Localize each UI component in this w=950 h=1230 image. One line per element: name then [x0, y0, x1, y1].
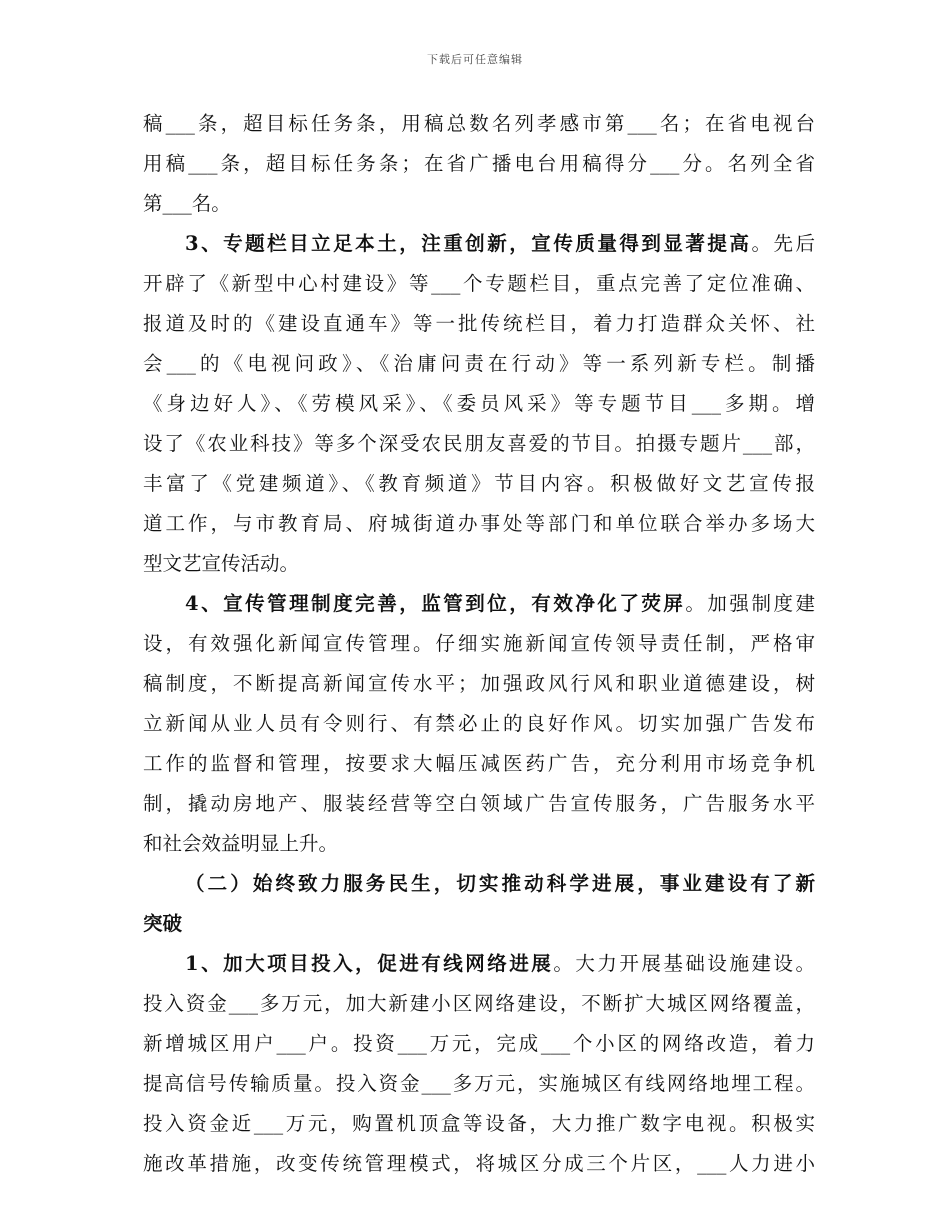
text-line [143, 984, 815, 1024]
body-text: 投入资金近___万元，购置机顶盒等设备，大力推广数字电视。积极实 [143, 1112, 815, 1135]
text-line [143, 704, 815, 744]
body-text: 第___名。 [143, 192, 231, 215]
body-text: 型文艺宣传活动。 [143, 552, 300, 575]
text-line [143, 664, 815, 704]
body-text: 施改革措施，改变传统管理模式，将城区分成三个片区，___人力进小 [143, 1152, 815, 1175]
page-header: 下载后可任意编辑 [427, 53, 523, 66]
body-text: 立新闻从业人员有令则行、有禁必止的良好作风。切实加强广告发布 [143, 712, 815, 735]
text-line [143, 144, 815, 184]
heading-text: 4、宣传管理制度完善，监管到位，有效净化了荧屏 [185, 592, 686, 615]
text-line [143, 784, 815, 824]
body-text: 道工作，与市教育局、府城街道办事处等部门和单位联合举办多场大 [143, 512, 815, 535]
body-text: 稿___条，超目标任务条，用稿总数名列孝感市第___名；在省电视台 [143, 112, 815, 135]
body-text: 丰富了《党建频道》、《教育频道》节目内容。积极做好文艺宣传报 [143, 472, 815, 495]
text-line [143, 864, 815, 904]
body-text: 报道及时的《建设直通车》等一批传统栏目，着力打造群众关怀、社 [143, 312, 815, 335]
text-line [143, 464, 815, 504]
text-line [143, 1144, 815, 1184]
body-text: 设了《农业科技》等多个深受农民朋友喜爱的节目。拍摄专题片___部， [143, 432, 815, 455]
text-line [143, 184, 815, 224]
body-text: 设，有效强化新闻宣传管理。仔细实施新闻宣传领导责任制，严格审 [143, 632, 815, 655]
body-text: 用稿___条，超目标任务条；在省广播电台用稿得分___分。名列全省 [143, 152, 815, 175]
body-text: 制，撬动房地产、服装经营等空白领域广告宣传服务，广告服务水平 [143, 792, 815, 815]
text-line [143, 544, 815, 584]
text-line [143, 584, 815, 624]
text-line [143, 904, 815, 944]
body-text: 和社会效益明显上升。 [143, 832, 339, 855]
body-text: 《身边好人》、《劳模风采》、《委员风采》等专题节目___多期。增 [143, 392, 815, 415]
heading-text: 1、加大项目投入，促进有线网络进展 [185, 952, 554, 975]
body-text: 工作的监督和管理，按要求大幅压减医药广告，充分利用市场竞争机 [143, 752, 815, 775]
body-text: 新增城区用户___户。投资___万元，完成___个小区的网络改造，着力 [143, 1032, 815, 1055]
text-line [143, 744, 815, 784]
text-line [143, 1064, 815, 1104]
text-line [143, 384, 815, 424]
text-line [143, 424, 815, 464]
document-body [143, 104, 815, 1184]
heading-text: 3、专题栏目立足本土，注重创新，宣传质量得到显著提高 [185, 232, 752, 255]
body-text: 会___的《电视问政》、《治庸问责在行动》等一系列新专栏。制播 [143, 352, 815, 375]
text-line [143, 1104, 815, 1144]
text-line [143, 944, 815, 984]
text-line [143, 304, 815, 344]
body-text: 。加强制度建 [685, 592, 815, 615]
text-line [143, 264, 815, 304]
heading-text: （二）始终致力服务民生，切实推动科学进展，事业建设有了新 [185, 872, 815, 895]
heading-text: 突破 [143, 912, 183, 935]
body-text: 稿制度，不断提高新闻宣传水平；加强政风行风和职业道德建设，树 [143, 672, 815, 695]
body-text: 提高信号传输质量。投入资金___多万元，实施城区有线网络地埋工程。 [143, 1072, 815, 1095]
body-text: 投入资金___多万元，加大新建小区网络建设，不断扩大城区网络覆盖， [143, 992, 815, 1015]
text-line [143, 504, 815, 544]
text-line [143, 224, 815, 264]
body-text: 。先后 [751, 232, 815, 255]
body-text: 开辟了《新型中心村建设》等___个专题栏目，重点完善了定位准确、 [143, 272, 815, 295]
text-line [143, 1024, 815, 1064]
text-line [143, 104, 815, 144]
text-line [143, 824, 815, 864]
text-line [143, 624, 815, 664]
text-line [143, 344, 815, 384]
body-text: 。大力开展基础设施建设。 [553, 952, 815, 975]
